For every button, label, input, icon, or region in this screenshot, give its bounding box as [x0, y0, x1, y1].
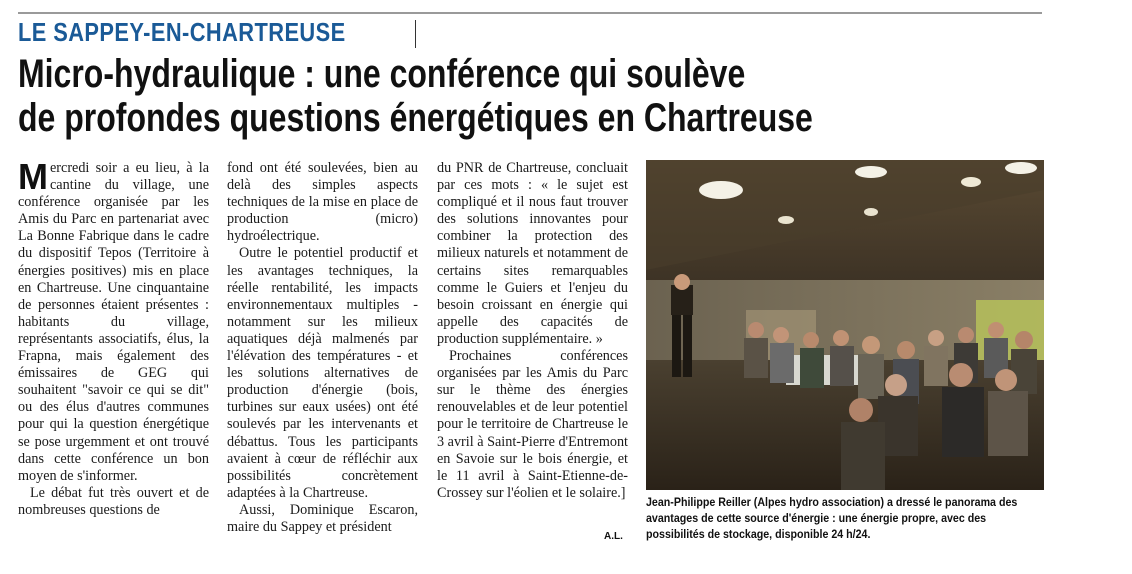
photo-caption-text: Jean-Philippe Reiller (Alpes hydro association) a dressé le panorama des avantages de cette source d'énergie : une énergie propre, avec des possibilités de stockage, disponible 24 h/24. — [646, 495, 1018, 541]
top-rule — [18, 12, 1042, 14]
column-1-paragraph-2: Le débat fut très ouvert et de nombreuses questions de — [18, 484, 209, 518]
article-column-2 — [227, 160, 418, 542]
article-headline — [18, 52, 1118, 140]
drop-cap: M — [18, 160, 48, 197]
column-1-text-1: ercredi soir a eu lieu, à la cantine du village, une conférence organisée par les Amis du Parc en partenariat avec La Bonne Fabrique dans le cadre du dispositif Tepos (Territoire à énergies positives) mis en place en Chartreuse. Une cinquantaine de personnes étaient présentes : habitants du village, représentants associatifs, élus, la Frapna, mais également des émissaires de GEG qui souhaitent "savoir ce qui se dit" ou des élus d'autres communes pour qui la question énergétique se pose urgemment et ont trouvé dans cette conférence un bon moyen de s'informer. — [18, 160, 209, 484]
conference-photo — [646, 160, 1044, 490]
headline-line-2: de profondes questions énergétiques en Chartreuse — [18, 96, 813, 140]
article-column-3 — [437, 160, 628, 542]
column-3-paragraph-2: Prochaines conférences organisées par les Amis du Parc sur le thème des énergies renouvelables et de leur potentiel pour le territoire de Chartreuse le 3 avril à Saint-Pierre d'Entremont en Savoie sur le bois énergie, et le 11 avril à Saint-Etienne-de-Crossey sur l'éolien et le solaire.] — [437, 348, 628, 501]
photo-caption — [646, 494, 1044, 542]
kicker-divider — [415, 20, 416, 48]
column-2-paragraph-1: fond ont été soulevées, bien au delà des simples aspects techniques de la mise en place de production (micro) hydroélectrique. — [227, 160, 418, 245]
section-kicker: LE SAPPEY-EN-CHARTREUSE — [18, 16, 346, 47]
column-3-paragraph-1: du PNR de Chartreuse, concluait par ces mots : « le sujet est compliqué et il nous faut trouver des solutions innovantes pour combiner la protection des milieux naturels et notamment de certains sites remarquables comme le Guiers et l'enjeu du besoin croissant en énergie qui appelle des capacités de production supplémentaire. » — [437, 160, 628, 347]
column-1-paragraph-1 — [18, 160, 209, 485]
article-column-1 — [18, 160, 209, 542]
column-2-paragraph-2: Outre le potentiel productif et les avantages techniques, la réelle rentabilité, les impacts environnementaux multiples - notamment sur les milieux aquatiques déjà malmenés par l'élévation des températures - et les solutions alternatives de production d'énergie (bois, turbines sur eaux usées) ont été soulevés par les intervenants et débattus. Tous les participants avaient à cœur de réfléchir aux possibilités concrètement adaptées à la Chartreuse. — [227, 245, 418, 501]
author-byline: A.L. — [604, 531, 623, 542]
column-2-paragraph-3: Aussi, Dominique Escaron, maire du Sappey et président — [227, 501, 418, 535]
headline-line-1: Micro-hydraulique : une conférence qui soulève — [18, 52, 746, 96]
